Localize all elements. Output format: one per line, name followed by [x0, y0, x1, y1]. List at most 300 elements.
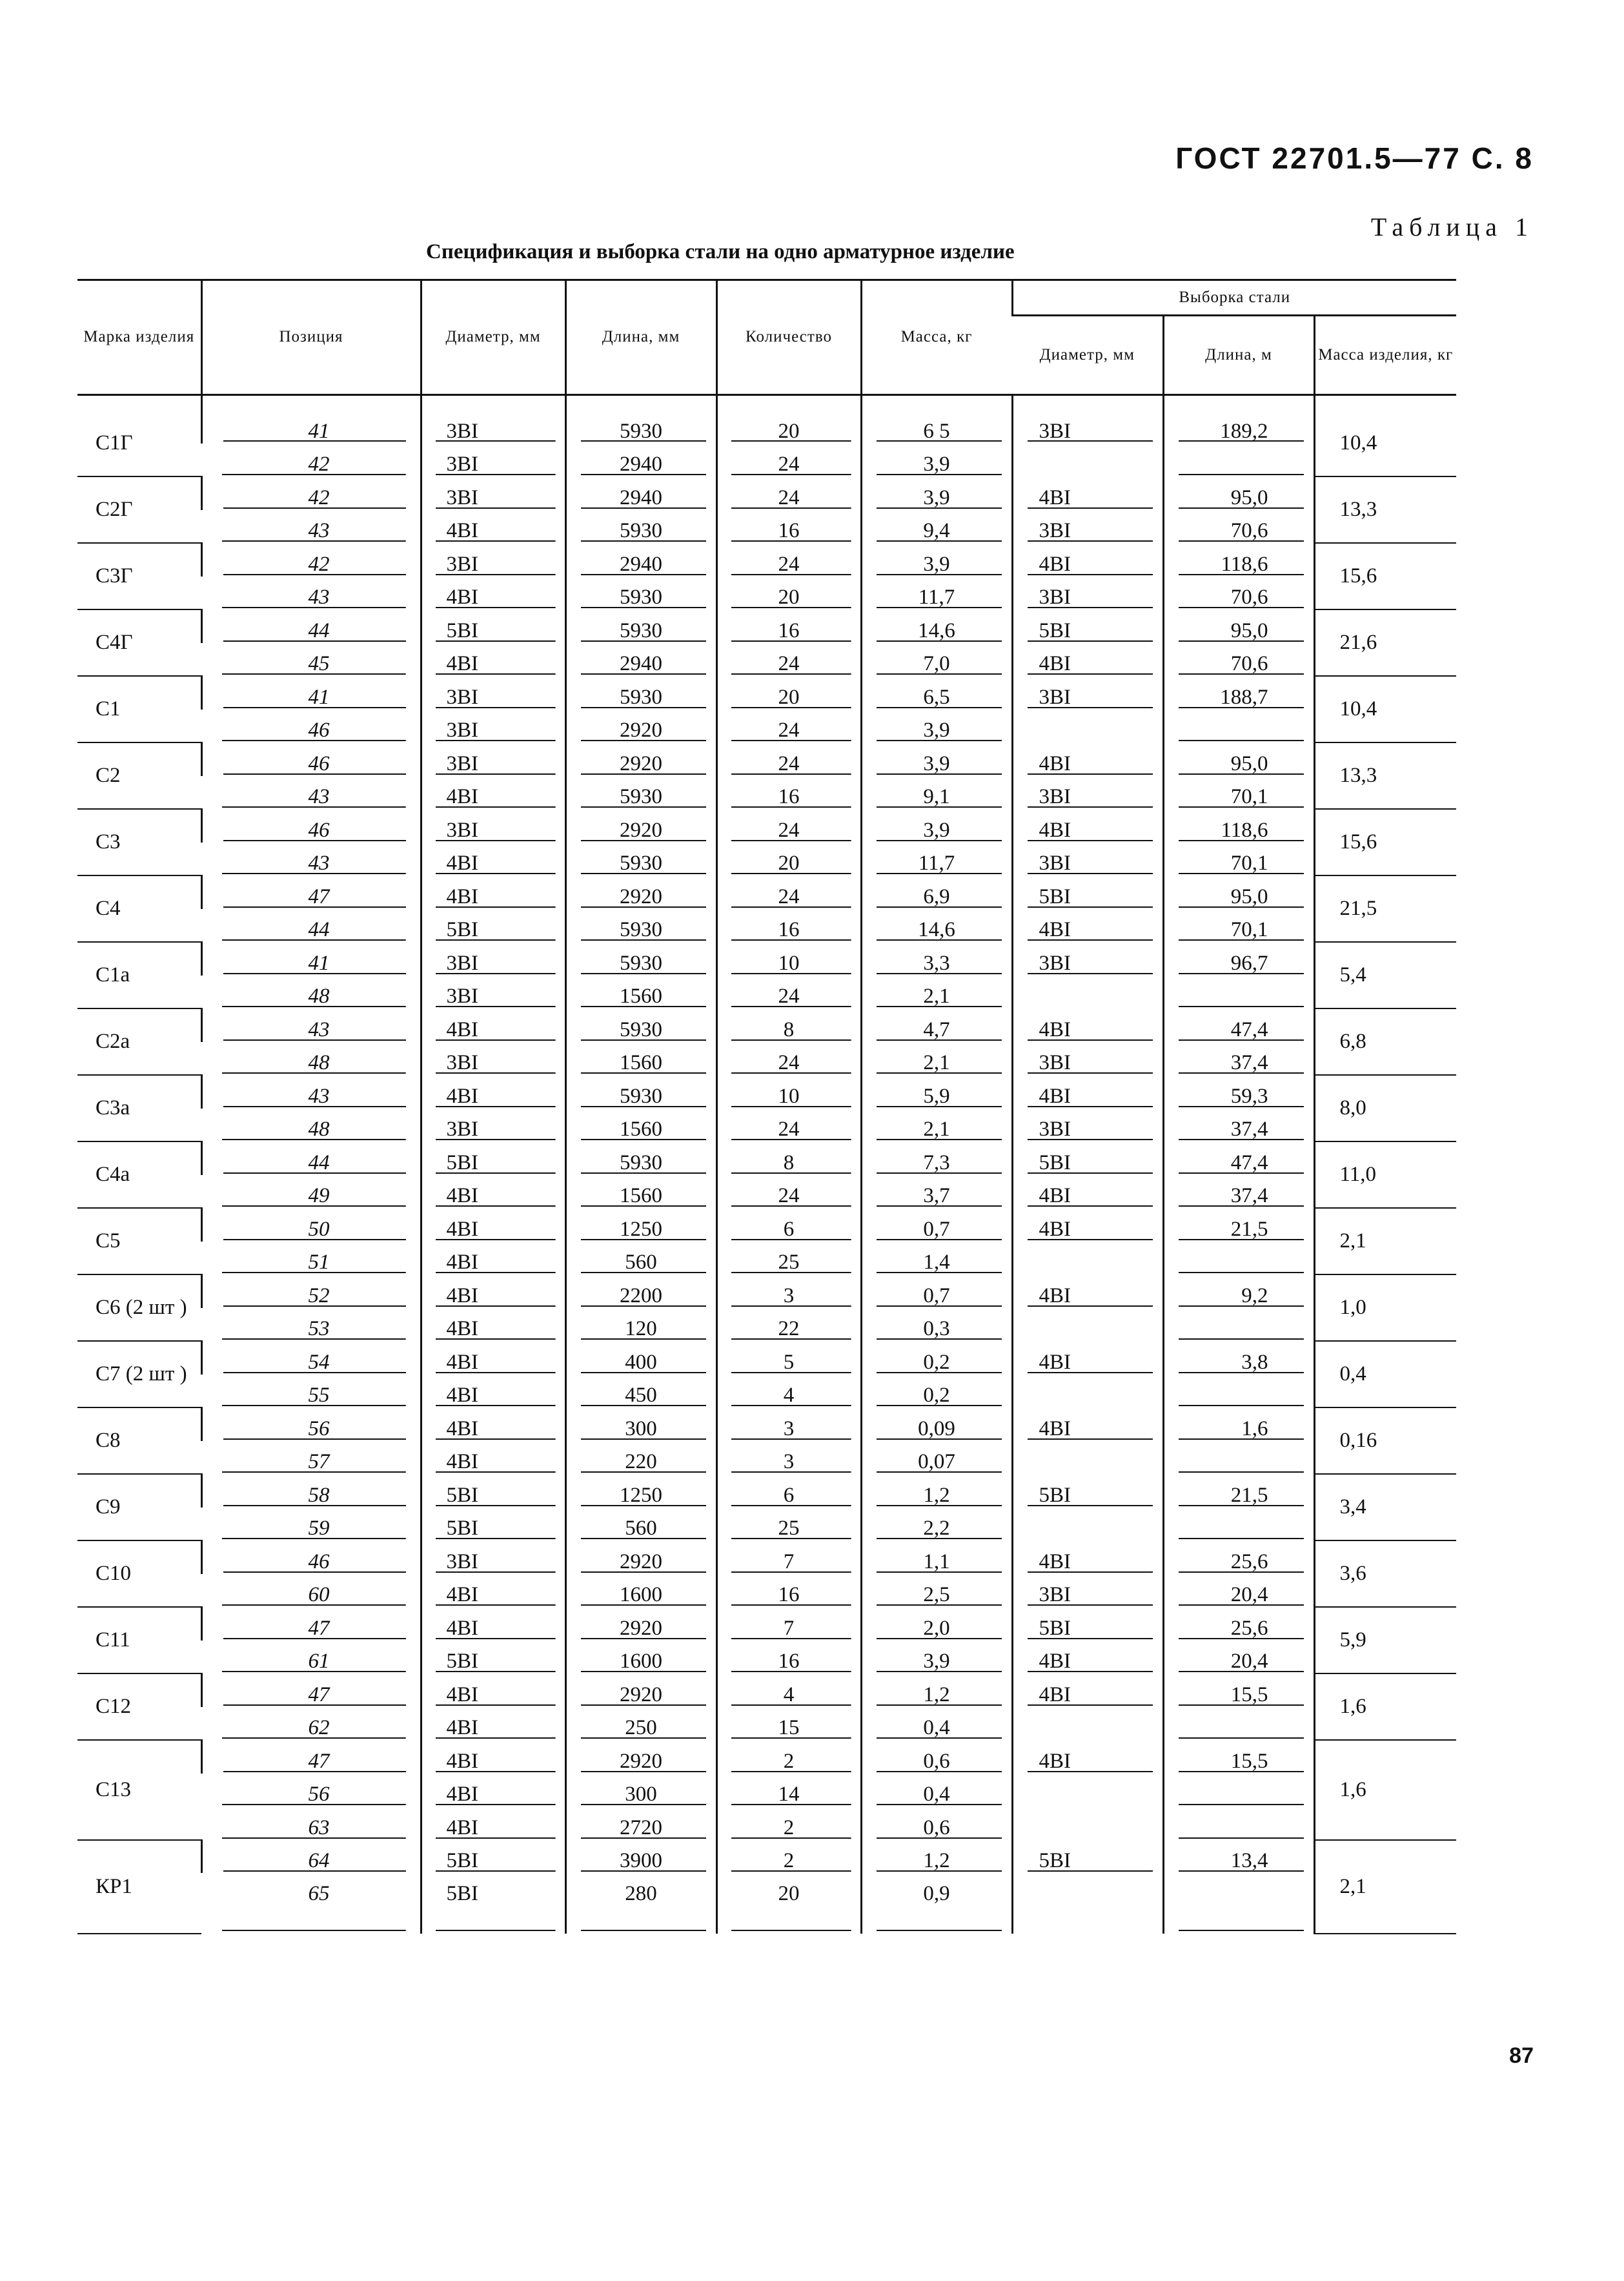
- position-cell: 43: [201, 577, 421, 610]
- product-mass-cell: 3,6: [1314, 1540, 1456, 1607]
- table-row: [77, 395, 1456, 444]
- length-cell: 1560: [565, 1175, 716, 1209]
- table-row: [77, 942, 1456, 976]
- quantity-cell: 24: [716, 1175, 861, 1209]
- length-cell: 5930: [565, 1141, 716, 1175]
- product-mass-cell: 2,1: [1314, 1840, 1456, 1934]
- sel-diameter-cell: 4ВI: [1012, 809, 1163, 843]
- mass-cell: 14,6: [861, 609, 1012, 643]
- mass-cell: 3,9: [861, 543, 1012, 577]
- sel-diameter-cell: 3ВI: [1012, 1574, 1163, 1608]
- product-mass-cell: 1,6: [1314, 1740, 1456, 1840]
- product-mass-cell: 8,0: [1314, 1075, 1456, 1141]
- table-row: [77, 609, 1456, 643]
- sel-length-cell: 95,0: [1163, 476, 1314, 510]
- quantity-cell: 3: [716, 1274, 861, 1308]
- table-row: [77, 776, 1456, 810]
- position-cell: 64: [201, 1840, 421, 1874]
- product-mass-cell: 13,3: [1314, 742, 1456, 809]
- page-number: 87: [1509, 2043, 1534, 2068]
- sel-length-cell: 70,6: [1163, 577, 1314, 610]
- quantity-cell: 25: [716, 1508, 861, 1541]
- quantity-cell: 24: [716, 710, 861, 743]
- mark-cell: С6 (2 шт ): [77, 1274, 201, 1341]
- sel-diameter-cell: 5ВI: [1012, 1141, 1163, 1175]
- table-row: [77, 1540, 1456, 1574]
- quantity-cell: 10: [716, 1075, 861, 1109]
- diameter-cell: 5ВI: [421, 609, 565, 643]
- length-cell: 2920: [565, 875, 716, 909]
- sel-length-cell: 118,6: [1163, 809, 1314, 843]
- table-row: [77, 543, 1456, 577]
- sel-length-cell: [1163, 1873, 1314, 1934]
- quantity-cell: 24: [716, 875, 861, 909]
- mass-cell: 1,2: [861, 1840, 1012, 1874]
- sel-diameter-cell: 5ВI: [1012, 1840, 1163, 1874]
- table-row: [77, 643, 1456, 677]
- quantity-cell: 2: [716, 1806, 861, 1840]
- table-row: [77, 577, 1456, 610]
- diameter-cell: 3ВI: [421, 543, 565, 577]
- mass-cell: 0,7: [861, 1274, 1012, 1308]
- mass-cell: 11,7: [861, 843, 1012, 876]
- table-row: [77, 1641, 1456, 1674]
- mass-cell: 9,4: [861, 510, 1012, 544]
- diameter-cell: 4ВI: [421, 1707, 565, 1741]
- sel-length-cell: 25,6: [1163, 1607, 1314, 1641]
- sel-diameter-cell: 4ВI: [1012, 742, 1163, 776]
- mass-cell: 3,9: [861, 1641, 1012, 1674]
- table-row: [77, 1407, 1456, 1441]
- length-cell: 5930: [565, 577, 716, 610]
- mark-cell: С8: [77, 1407, 201, 1474]
- diameter-cell: 5ВI: [421, 1641, 565, 1674]
- position-cell: 43: [201, 1075, 421, 1109]
- product-mass-cell: 21,6: [1314, 609, 1456, 676]
- diameter-cell: 4ВI: [421, 776, 565, 810]
- length-cell: 2920: [565, 809, 716, 843]
- sel-length-cell: 37,4: [1163, 1042, 1314, 1076]
- table-row: [77, 909, 1456, 943]
- sel-diameter-cell: [1012, 1375, 1163, 1408]
- position-cell: 41: [201, 676, 421, 710]
- mass-cell: 3,9: [861, 444, 1012, 477]
- mass-cell: 3,9: [861, 809, 1012, 843]
- quantity-cell: 4: [716, 1673, 861, 1707]
- col-header-length: Длина, мм: [565, 280, 716, 395]
- sel-length-cell: [1163, 1774, 1314, 1807]
- mark-cell: С1Г: [77, 395, 201, 477]
- table-row: [77, 1008, 1456, 1042]
- mark-cell: С3: [77, 809, 201, 875]
- mass-cell: 0,07: [861, 1441, 1012, 1475]
- mass-cell: 0,3: [861, 1308, 1012, 1342]
- table-row: [77, 742, 1456, 776]
- length-cell: 3900: [565, 1840, 716, 1874]
- table-row: [77, 875, 1456, 909]
- diameter-cell: 4ВI: [421, 1574, 565, 1608]
- diameter-cell: 3ВI: [421, 976, 565, 1009]
- mark-cell: С4а: [77, 1141, 201, 1208]
- mass-cell: 2,2: [861, 1508, 1012, 1541]
- sel-diameter-cell: 3ВI: [1012, 1042, 1163, 1076]
- product-mass-cell: 6,8: [1314, 1008, 1456, 1075]
- position-cell: 47: [201, 875, 421, 909]
- quantity-cell: 8: [716, 1141, 861, 1175]
- diameter-cell: 4ВI: [421, 875, 565, 909]
- sel-length-cell: [1163, 1242, 1314, 1275]
- diameter-cell: 4ВI: [421, 1673, 565, 1707]
- mark-cell: С2Г: [77, 476, 201, 543]
- sel-diameter-cell: 4ВI: [1012, 476, 1163, 510]
- length-cell: 1560: [565, 1042, 716, 1076]
- table-row: [77, 1707, 1456, 1741]
- sel-length-cell: 20,4: [1163, 1574, 1314, 1608]
- diameter-cell: 4ВI: [421, 510, 565, 544]
- sel-diameter-cell: [1012, 1707, 1163, 1741]
- position-cell: 43: [201, 843, 421, 876]
- sel-diameter-cell: 4ВI: [1012, 643, 1163, 677]
- sel-diameter-cell: 5ВI: [1012, 1607, 1163, 1641]
- position-cell: 61: [201, 1641, 421, 1674]
- product-mass-cell: 0,4: [1314, 1341, 1456, 1407]
- length-cell: 5930: [565, 609, 716, 643]
- table-row: [77, 1274, 1456, 1308]
- table-row: [77, 1308, 1456, 1342]
- diameter-cell: 3ВI: [421, 809, 565, 843]
- length-cell: 1250: [565, 1208, 716, 1242]
- diameter-cell: 5ВI: [421, 1141, 565, 1175]
- length-cell: 450: [565, 1375, 716, 1408]
- length-cell: 2940: [565, 476, 716, 510]
- sel-diameter-cell: [1012, 1774, 1163, 1807]
- position-cell: 46: [201, 1540, 421, 1574]
- sel-diameter-cell: [1012, 976, 1163, 1009]
- product-mass-cell: 5,9: [1314, 1607, 1456, 1673]
- quantity-cell: 16: [716, 909, 861, 943]
- quantity-cell: 24: [716, 1042, 861, 1076]
- sel-length-cell: [1163, 1806, 1314, 1840]
- sel-length-cell: 3,8: [1163, 1341, 1314, 1375]
- table-label: Таблица 1: [1370, 212, 1534, 241]
- mark-cell: КР1: [77, 1840, 201, 1934]
- quantity-cell: 6: [716, 1208, 861, 1242]
- length-cell: 2920: [565, 1740, 716, 1774]
- mass-cell: 4,7: [861, 1008, 1012, 1042]
- table-row: [77, 1441, 1456, 1475]
- sel-length-cell: 118,6: [1163, 543, 1314, 577]
- diameter-cell: 4ВI: [421, 1208, 565, 1242]
- table-row: [77, 1175, 1456, 1209]
- position-cell: 48: [201, 1042, 421, 1076]
- length-cell: 2920: [565, 1607, 716, 1641]
- sel-diameter-cell: 5ВI: [1012, 609, 1163, 643]
- sel-diameter-cell: 3ВI: [1012, 395, 1163, 444]
- sel-diameter-cell: 4ВI: [1012, 1008, 1163, 1042]
- position-cell: 42: [201, 543, 421, 577]
- mark-cell: С1: [77, 676, 201, 742]
- diameter-cell: 5ВI: [421, 1508, 565, 1541]
- sel-diameter-cell: 5ВI: [1012, 1474, 1163, 1508]
- position-cell: 43: [201, 776, 421, 810]
- sel-length-cell: 95,0: [1163, 609, 1314, 643]
- mass-cell: 7,0: [861, 643, 1012, 677]
- sel-length-cell: 21,5: [1163, 1474, 1314, 1508]
- mark-cell: С3а: [77, 1075, 201, 1141]
- sel-diameter-cell: [1012, 1873, 1163, 1934]
- mark-cell: С3Г: [77, 543, 201, 609]
- sel-length-cell: 15,5: [1163, 1673, 1314, 1707]
- quantity-cell: 22: [716, 1308, 861, 1342]
- length-cell: 5930: [565, 395, 716, 444]
- table-row: [77, 1840, 1456, 1874]
- length-cell: 1560: [565, 1109, 716, 1142]
- sel-diameter-cell: 3ВI: [1012, 1109, 1163, 1142]
- table-row: [77, 976, 1456, 1009]
- sel-length-cell: 37,4: [1163, 1175, 1314, 1209]
- table-row: [77, 1075, 1456, 1109]
- specification-table: [77, 279, 1456, 1934]
- table-row: [77, 710, 1456, 743]
- length-cell: 2920: [565, 1540, 716, 1574]
- diameter-cell: 5ВI: [421, 909, 565, 943]
- sel-length-cell: 96,7: [1163, 942, 1314, 976]
- quantity-cell: 24: [716, 543, 861, 577]
- position-cell: 41: [201, 942, 421, 976]
- mark-cell: С12: [77, 1673, 201, 1740]
- mass-cell: 6 5: [861, 395, 1012, 444]
- diameter-cell: 4ВI: [421, 843, 565, 876]
- diameter-cell: 3ВI: [421, 1109, 565, 1142]
- mass-cell: 0,6: [861, 1740, 1012, 1774]
- mass-cell: 0,6: [861, 1806, 1012, 1840]
- diameter-cell: 5ВI: [421, 1873, 565, 1934]
- diameter-cell: 3ВI: [421, 1540, 565, 1574]
- diameter-cell: 5ВI: [421, 1474, 565, 1508]
- sel-diameter-cell: 4ВI: [1012, 1641, 1163, 1674]
- quantity-cell: 2: [716, 1740, 861, 1774]
- table-row: [77, 444, 1456, 477]
- quantity-cell: 16: [716, 776, 861, 810]
- position-cell: 47: [201, 1607, 421, 1641]
- position-cell: 46: [201, 710, 421, 743]
- sel-length-cell: 95,0: [1163, 875, 1314, 909]
- diameter-cell: 4ВI: [421, 1441, 565, 1475]
- quantity-cell: 25: [716, 1242, 861, 1275]
- mass-cell: 3,7: [861, 1175, 1012, 1209]
- quantity-cell: 16: [716, 1641, 861, 1674]
- length-cell: 1560: [565, 976, 716, 1009]
- position-cell: 44: [201, 1141, 421, 1175]
- sel-length-cell: 95,0: [1163, 742, 1314, 776]
- sel-diameter-cell: 3ВI: [1012, 776, 1163, 810]
- diameter-cell: 4ВI: [421, 1806, 565, 1840]
- mass-cell: 2,1: [861, 976, 1012, 1009]
- length-cell: 300: [565, 1774, 716, 1807]
- document-header: ГОСТ 22701.5—77 С. 8: [1175, 141, 1534, 175]
- table-row: [77, 1474, 1456, 1508]
- quantity-cell: 6: [716, 1474, 861, 1508]
- diameter-cell: 4ВI: [421, 1341, 565, 1375]
- quantity-cell: 20: [716, 395, 861, 444]
- table-row: [77, 1375, 1456, 1408]
- col-header-sel-length: Длина, м: [1163, 316, 1314, 395]
- position-cell: 57: [201, 1441, 421, 1475]
- col-header-sel-diameter: Диаметр, мм: [1039, 345, 1135, 363]
- position-cell: 41: [201, 395, 421, 444]
- table-row: [77, 1774, 1456, 1807]
- mass-cell: 6,5: [861, 676, 1012, 710]
- length-cell: 5930: [565, 1008, 716, 1042]
- quantity-cell: 16: [716, 1574, 861, 1608]
- product-mass-cell: 10,4: [1314, 676, 1456, 742]
- mark-cell: С1а: [77, 942, 201, 1008]
- sel-length-cell: 70,1: [1163, 909, 1314, 943]
- product-mass-cell: 1,6: [1314, 1673, 1456, 1740]
- sel-diameter-cell: 4ВI: [1012, 1208, 1163, 1242]
- mass-cell: 0,9: [861, 1873, 1012, 1934]
- product-mass-cell: 5,4: [1314, 942, 1456, 1008]
- table-title: Спецификация и выборка стали на одно арматурное изделие: [426, 240, 1015, 263]
- quantity-cell: 5: [716, 1341, 861, 1375]
- mass-cell: 3,3: [861, 942, 1012, 976]
- quantity-cell: 8: [716, 1008, 861, 1042]
- table-row: [77, 1042, 1456, 1076]
- sel-diameter-cell: 4ВI: [1012, 543, 1163, 577]
- length-cell: 5930: [565, 510, 716, 544]
- quantity-cell: 16: [716, 609, 861, 643]
- quantity-cell: 2: [716, 1840, 861, 1874]
- quantity-cell: 24: [716, 809, 861, 843]
- sel-length-cell: 1,6: [1163, 1407, 1314, 1441]
- product-mass-cell: 15,6: [1314, 543, 1456, 609]
- col-header-mark: Марка изделия: [77, 280, 201, 395]
- length-cell: 5930: [565, 1075, 716, 1109]
- sel-diameter-cell: 4ВI: [1012, 1407, 1163, 1441]
- table-row: [77, 1673, 1456, 1707]
- mass-cell: 14,6: [861, 909, 1012, 943]
- diameter-cell: 4ВI: [421, 1242, 565, 1275]
- sel-length-cell: [1163, 976, 1314, 1009]
- diameter-cell: 4ВI: [421, 1740, 565, 1774]
- position-cell: 44: [201, 909, 421, 943]
- position-cell: 50: [201, 1208, 421, 1242]
- col-header-position: Позиция: [201, 280, 421, 395]
- mark-cell: С13: [77, 1740, 201, 1840]
- position-cell: 47: [201, 1740, 421, 1774]
- mark-cell: С5: [77, 1208, 201, 1274]
- sel-diameter-cell: [1012, 1308, 1163, 1342]
- mass-cell: 6,9: [861, 875, 1012, 909]
- diameter-cell: 4ВI: [421, 1774, 565, 1807]
- sel-diameter-cell: 3ВI: [1012, 577, 1163, 610]
- position-cell: 42: [201, 444, 421, 477]
- sel-length-cell: [1163, 710, 1314, 743]
- quantity-cell: 24: [716, 643, 861, 677]
- position-cell: 46: [201, 809, 421, 843]
- sel-length-cell: 37,4: [1163, 1109, 1314, 1142]
- length-cell: 1600: [565, 1641, 716, 1674]
- position-cell: 60: [201, 1574, 421, 1608]
- mass-cell: 2,1: [861, 1109, 1012, 1142]
- position-cell: 44: [201, 609, 421, 643]
- diameter-cell: 3ВI: [421, 395, 565, 444]
- position-cell: 58: [201, 1474, 421, 1508]
- diameter-cell: 4ВI: [421, 1308, 565, 1342]
- sel-length-cell: 59,3: [1163, 1075, 1314, 1109]
- table-row: [77, 476, 1456, 510]
- position-cell: 48: [201, 1109, 421, 1142]
- table-row: [77, 1242, 1456, 1275]
- length-cell: 2940: [565, 543, 716, 577]
- quantity-cell: 24: [716, 444, 861, 477]
- quantity-cell: 4: [716, 1375, 861, 1408]
- mark-cell: С4: [77, 875, 201, 942]
- table-row: [77, 1873, 1456, 1934]
- length-cell: 2720: [565, 1806, 716, 1840]
- position-cell: 43: [201, 1008, 421, 1042]
- col-header-selection: Выборка стали: [1012, 280, 1456, 316]
- diameter-cell: 4ВI: [421, 1274, 565, 1308]
- diameter-cell: 3ВI: [421, 942, 565, 976]
- mark-cell: С4Г: [77, 609, 201, 676]
- table-row: [77, 676, 1456, 710]
- sel-length-cell: 189,2: [1163, 395, 1314, 444]
- mark-cell: С7 (2 шт ): [77, 1341, 201, 1407]
- quantity-cell: 3: [716, 1441, 861, 1475]
- length-cell: 2920: [565, 710, 716, 743]
- length-cell: 5930: [565, 676, 716, 710]
- mass-cell: 1,4: [861, 1242, 1012, 1275]
- diameter-cell: 5ВI: [421, 1840, 565, 1874]
- sel-length-cell: 25,6: [1163, 1540, 1314, 1574]
- position-cell: 59: [201, 1508, 421, 1541]
- diameter-cell: 3ВI: [421, 444, 565, 477]
- table-row: [77, 1109, 1456, 1142]
- quantity-cell: 24: [716, 1109, 861, 1142]
- length-cell: 1600: [565, 1574, 716, 1608]
- table-row: [77, 1574, 1456, 1608]
- length-cell: 5930: [565, 909, 716, 943]
- sel-diameter-cell: 3ВI: [1012, 676, 1163, 710]
- mass-cell: 3,9: [861, 710, 1012, 743]
- sel-diameter-cell: [1012, 1508, 1163, 1541]
- diameter-cell: 4ВI: [421, 1607, 565, 1641]
- length-cell: 250: [565, 1707, 716, 1741]
- sel-length-cell: 21,5: [1163, 1208, 1314, 1242]
- sel-diameter-cell: [1012, 444, 1163, 477]
- length-cell: 5930: [565, 843, 716, 876]
- quantity-cell: 24: [716, 742, 861, 776]
- diameter-cell: 4ВI: [421, 1175, 565, 1209]
- position-cell: 51: [201, 1242, 421, 1275]
- length-cell: 220: [565, 1441, 716, 1475]
- sel-length-cell: 47,4: [1163, 1141, 1314, 1175]
- quantity-cell: 7: [716, 1607, 861, 1641]
- position-cell: 65: [201, 1873, 421, 1934]
- mass-cell: 3,9: [861, 742, 1012, 776]
- col-header-product-mass: Масса изделия, кг: [1314, 316, 1456, 395]
- sel-length-cell: 47,4: [1163, 1008, 1314, 1042]
- mark-cell: С11: [77, 1607, 201, 1673]
- mass-cell: 0,4: [861, 1707, 1012, 1741]
- quantity-cell: 16: [716, 510, 861, 544]
- position-cell: 43: [201, 510, 421, 544]
- sel-diameter-cell: 4ВI: [1012, 1540, 1163, 1574]
- mass-cell: 2,5: [861, 1574, 1012, 1608]
- mark-cell: С2: [77, 742, 201, 809]
- diameter-cell: 3ВI: [421, 742, 565, 776]
